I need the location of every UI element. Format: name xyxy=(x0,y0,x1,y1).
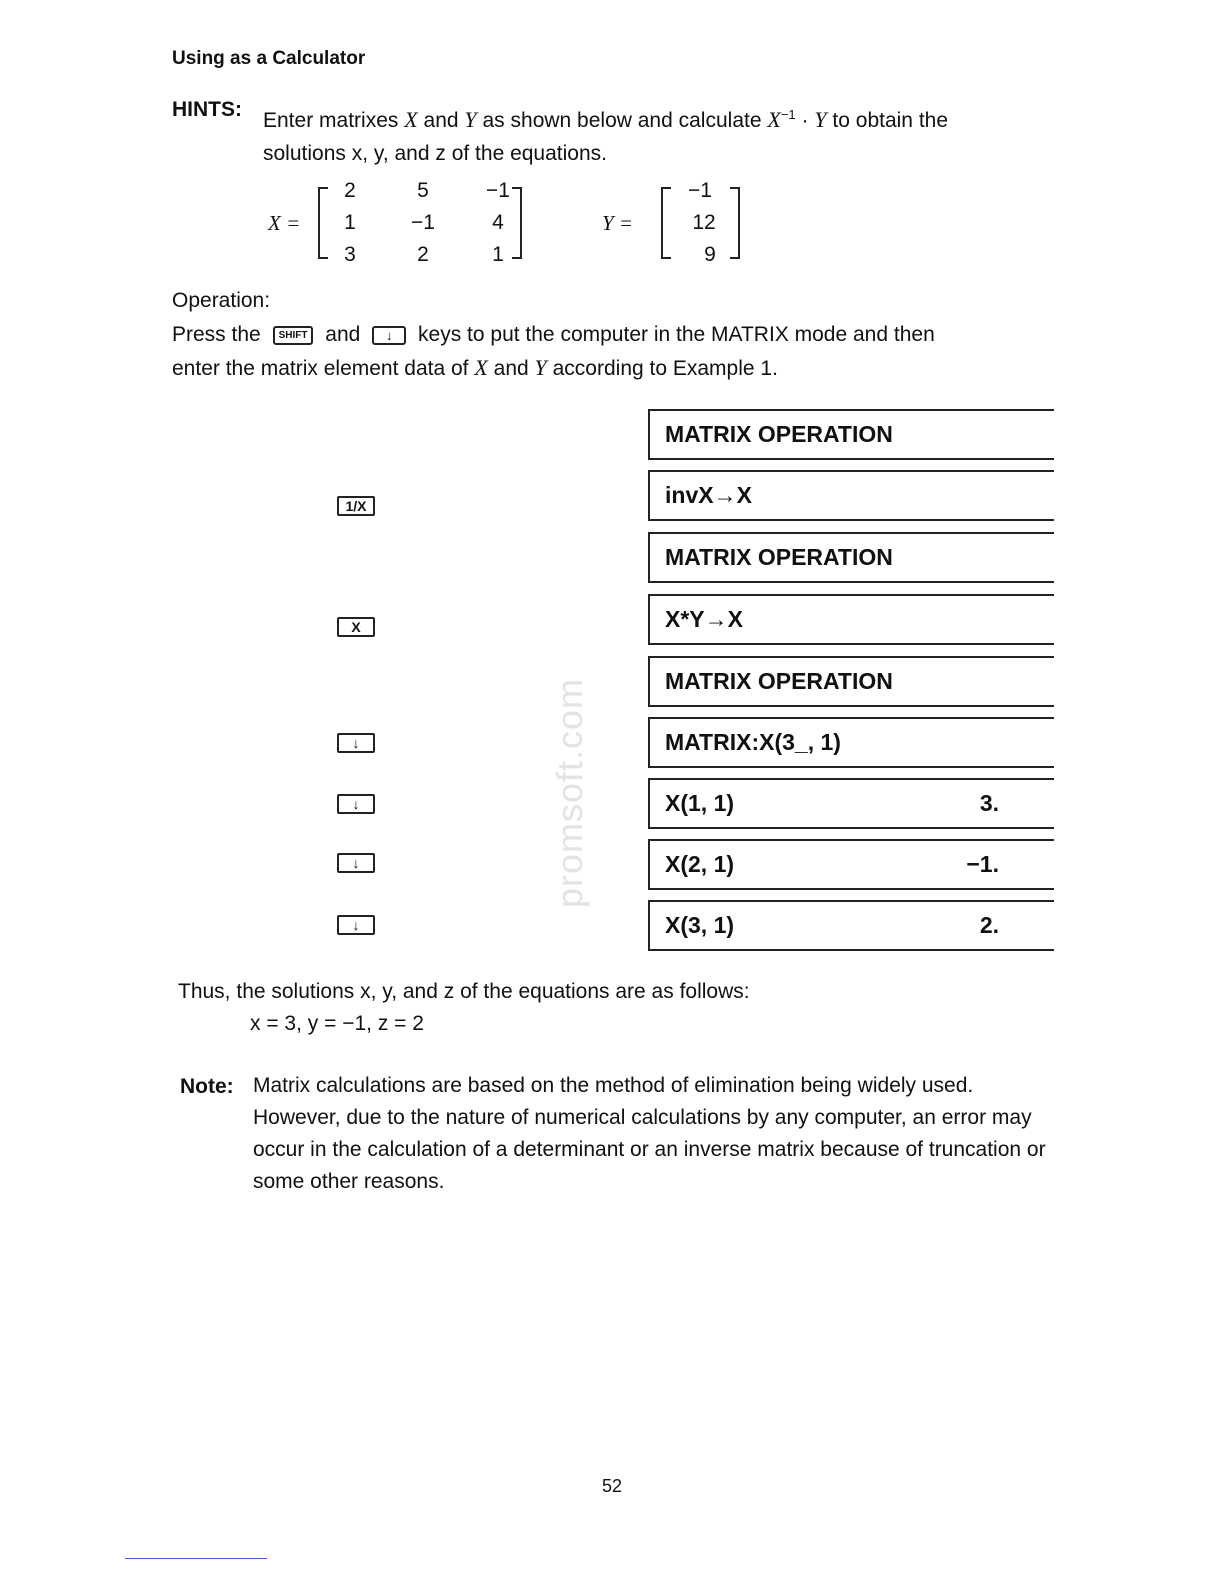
matrix-x-cell: 2 xyxy=(344,179,356,202)
display-text: invX→X xyxy=(665,482,752,508)
hints-inverse-base: X xyxy=(767,107,781,132)
matrix-y-cell: −1 xyxy=(688,179,712,202)
down-arrow-key-icon: ↓ xyxy=(337,853,375,873)
footer-rule xyxy=(125,1558,267,1559)
display-screen xyxy=(648,594,1054,645)
matrix-x-left-bracket xyxy=(318,187,328,259)
display-text: MATRIX:X(3_, 1) xyxy=(665,729,841,755)
matrix-y-cell: 9 xyxy=(704,243,716,266)
display-value: −1. xyxy=(966,851,999,877)
hints-text-1: Enter matrixes xyxy=(263,109,399,132)
display-text: X*Y→X xyxy=(665,606,743,632)
matrix-x-cell: 1 xyxy=(344,211,356,234)
section-title: Using as a Calculator xyxy=(172,48,366,69)
operation-and: and xyxy=(325,323,361,346)
operation-rest-1: keys to put the computer in the MATRIX mode and then xyxy=(418,323,935,346)
page-number: 52 xyxy=(601,1476,623,1496)
display-screen xyxy=(648,839,1054,890)
hints-line-2: solutions x, y, and z of the equations. xyxy=(263,142,607,165)
multiply-key-icon: X xyxy=(337,617,375,637)
matrix-x-cell: 3 xyxy=(344,243,356,266)
matrix-y-cell: 12 xyxy=(692,211,716,234)
operation-var-x: X xyxy=(474,355,488,380)
matrix-x-cell: −1 xyxy=(486,179,510,202)
note-label: Note: xyxy=(180,1075,234,1098)
display-text: MATRIX OPERATION xyxy=(665,668,893,694)
operation-line-2b: according to Example 1. xyxy=(552,357,778,380)
shift-key-icon: SHIFT xyxy=(273,326,314,345)
matrix-y-label: Y = xyxy=(602,211,634,235)
operation-press: Press the xyxy=(172,323,261,346)
hints-var-x: X xyxy=(404,107,418,132)
display-screen xyxy=(648,409,1054,460)
matrix-y-right-bracket xyxy=(730,187,740,259)
matrix-x-cell: 2 xyxy=(417,243,429,266)
operation-var-y: Y xyxy=(534,355,547,380)
matrix-x-label: X = xyxy=(268,211,301,235)
matrix-x-cell: 1 xyxy=(492,243,504,266)
display-text: MATRIX OPERATION xyxy=(665,544,893,570)
down-arrow-key-icon: ↓ xyxy=(372,326,406,345)
watermark: promsoft.com xyxy=(549,677,590,909)
matrix-x-cell: −1 xyxy=(411,211,435,234)
down-arrow-key-icon: ↓ xyxy=(337,733,375,753)
display-screen xyxy=(648,656,1054,707)
operation-line-2a: enter the matrix element data of xyxy=(172,357,469,380)
operation-and-2: and xyxy=(493,357,529,380)
inverse-key-icon: 1/X xyxy=(337,496,375,516)
down-arrow-key-icon: ↓ xyxy=(337,915,375,935)
matrix-y-left-bracket xyxy=(661,187,671,259)
hints-var-y: Y xyxy=(464,107,477,132)
hints-text xyxy=(263,98,1063,170)
hints-label: HINTS: xyxy=(172,98,242,121)
display-text: X(3, 1) xyxy=(665,912,735,938)
hints-text-2: and xyxy=(423,109,459,132)
display-screen xyxy=(648,778,1054,829)
display-screen xyxy=(648,470,1054,521)
operation-label: Operation: xyxy=(172,289,271,312)
hints-var-y-2: Y xyxy=(814,107,827,132)
solutions-values: x = 3, y = −1, z = 2 xyxy=(250,1012,424,1035)
display-screen xyxy=(648,717,1054,768)
display-screen xyxy=(648,900,1054,951)
hints-text-3: as shown below and calculate xyxy=(482,109,762,132)
display-text: MATRIX OPERATION xyxy=(665,421,893,447)
matrix-x-cell: 4 xyxy=(492,211,504,234)
display-value: 2. xyxy=(979,912,999,938)
hints-dot: · xyxy=(801,109,809,132)
down-arrow-key-icon: ↓ xyxy=(337,794,375,814)
note-text: Matrix calculations are based on the method of elimination being widely used. However, due to the nature of numerical calculations by any computer, an error may occur in the calculation of a determinant or an inverse matrix because of truncation or some other reasons. xyxy=(253,1074,1046,1193)
operation-text xyxy=(172,318,1072,385)
hints-inverse-exponent: −1 xyxy=(780,107,796,122)
solutions-intro: Thus, the solutions x, y, and z of the equations are as follows: xyxy=(178,980,750,1003)
display-value: 3. xyxy=(979,790,999,816)
display-text: X(1, 1) xyxy=(665,790,735,816)
matrix-x-cell: 5 xyxy=(417,179,429,202)
hints-text-4: to obtain the xyxy=(832,109,949,132)
display-text: X(2, 1) xyxy=(665,851,735,877)
display-screen xyxy=(648,532,1054,583)
